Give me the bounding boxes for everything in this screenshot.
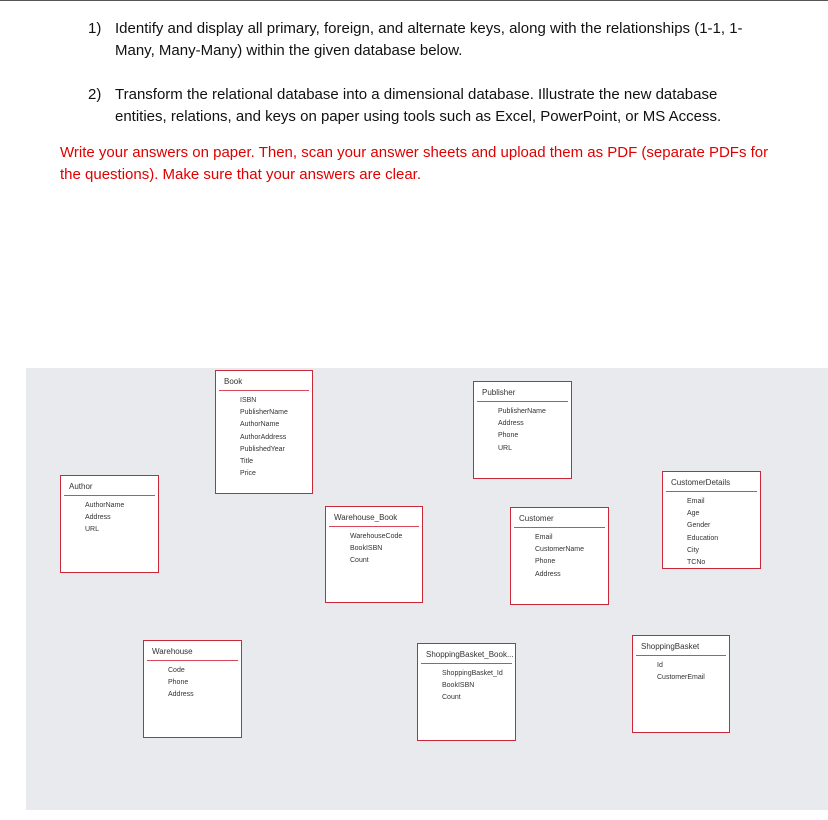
table-publisher[interactable] [473,381,572,479]
table-book[interactable] [215,370,313,494]
table-field[interactable]: Address [85,514,111,522]
table-warehouse-book-title: Warehouse_Book [334,513,398,522]
table-field[interactable]: Age [687,510,700,518]
table-field[interactable]: Email [687,498,705,505]
table-book-title: Book [224,377,243,386]
table-customer-details[interactable] [662,471,761,569]
table-field[interactable]: AuthorName [85,502,125,509]
table-field[interactable]: ISBN [240,397,257,404]
table-field[interactable]: Price [240,470,256,478]
table-field[interactable]: Phone [168,679,189,687]
table-field[interactable]: City [687,546,700,554]
table-field[interactable]: Address [535,570,561,578]
table-warehouse-title: Warehouse [152,647,193,656]
table-field[interactable]: CustomerEmail [657,674,705,682]
table-field[interactable]: URL [85,526,100,534]
table-field[interactable]: PublisherName [240,409,288,417]
table-field[interactable]: Phone [498,432,519,440]
table-field[interactable]: Phone [535,558,556,566]
table-warehouse-book[interactable] [325,506,423,603]
table-shopping-basket-fields [657,660,705,684]
table-field[interactable]: Education [687,534,719,542]
table-field[interactable]: CustomerName [535,546,585,554]
table-customer[interactable] [510,507,609,605]
table-shopping-basket-book-fields [442,668,503,705]
table-field[interactable]: TCNo [687,558,706,566]
table-shopping-basket-book-divider [421,663,512,664]
table-customer-details-divider [666,491,757,492]
table-publisher-fields [498,406,546,455]
table-field[interactable]: Id [657,662,663,669]
table-book-divider [219,390,309,391]
table-customer-details-fields [687,496,718,569]
table-field[interactable]: AuthorName [240,421,280,429]
table-shopping-basket-book-title: ShoppingBasket_Book... [426,650,514,659]
table-field[interactable]: AuthorAddress [240,433,287,441]
table-shopping-basket-book[interactable] [417,643,516,741]
table-author-fields [85,500,124,537]
question-1-number: 1) [88,20,102,37]
table-field[interactable]: Title [240,457,253,465]
table-field[interactable]: Email [535,534,553,541]
table-shopping-basket-divider [636,655,726,656]
table-author-divider [64,495,155,496]
question-2-text: Transform the relational database into a dimensional database. Illustrate the new database entities, relations, and keys on paper using tools such as Excel, PowerPoint, or MS Access. [115,86,722,125]
table-field[interactable]: BookISBN [350,545,383,553]
table-customer-divider [514,527,605,528]
relationships-canvas [26,368,828,810]
table-warehouse[interactable] [143,640,242,738]
table-field[interactable]: ShoppingBasket_Id [442,670,503,677]
table-field[interactable]: Address [168,691,194,699]
table-customer-title: Customer [519,514,554,523]
question-1-text: Identify and display all primary, foreign, and alternate keys, along with the relationships (1-1, 1-Many, Many-Many) within the given database below. [115,20,743,59]
table-author-title: Author [69,482,93,491]
table-field[interactable]: Gender [687,522,711,530]
table-field[interactable]: Count [350,557,369,565]
table-shopping-basket-title: ShoppingBasket [641,642,700,651]
table-field[interactable]: WarehouseCode [350,533,403,540]
table-warehouse-fields [168,665,194,702]
table-book-fields [240,395,288,480]
table-publisher-divider [477,401,568,402]
table-field[interactable]: PublisherName [498,408,546,415]
table-warehouse-book-divider [329,526,419,527]
table-field[interactable]: PublishedYear [240,445,285,453]
table-warehouse-divider [147,660,238,661]
table-author[interactable] [60,475,159,573]
table-warehouse-book-fields [350,531,402,568]
table-field[interactable]: BookISBN [442,682,475,690]
table-field[interactable]: Count [442,694,461,702]
table-publisher-title: Publisher [482,388,516,397]
question-2-number: 2) [88,86,102,103]
table-customer-details-title: CustomerDetails [671,478,731,487]
top-border [0,0,828,1]
table-field[interactable]: Address [498,420,524,428]
table-shopping-basket[interactable] [632,635,730,733]
table-customer-fields [535,532,584,581]
table-field[interactable]: URL [498,444,513,452]
table-field[interactable]: Code [168,667,185,674]
instructions-text: Write your answers on paper. Then, scan your answer sheets and upload them as PDF (separate PDFs for the questions). Make sure that your answers are clear. [60,144,769,183]
